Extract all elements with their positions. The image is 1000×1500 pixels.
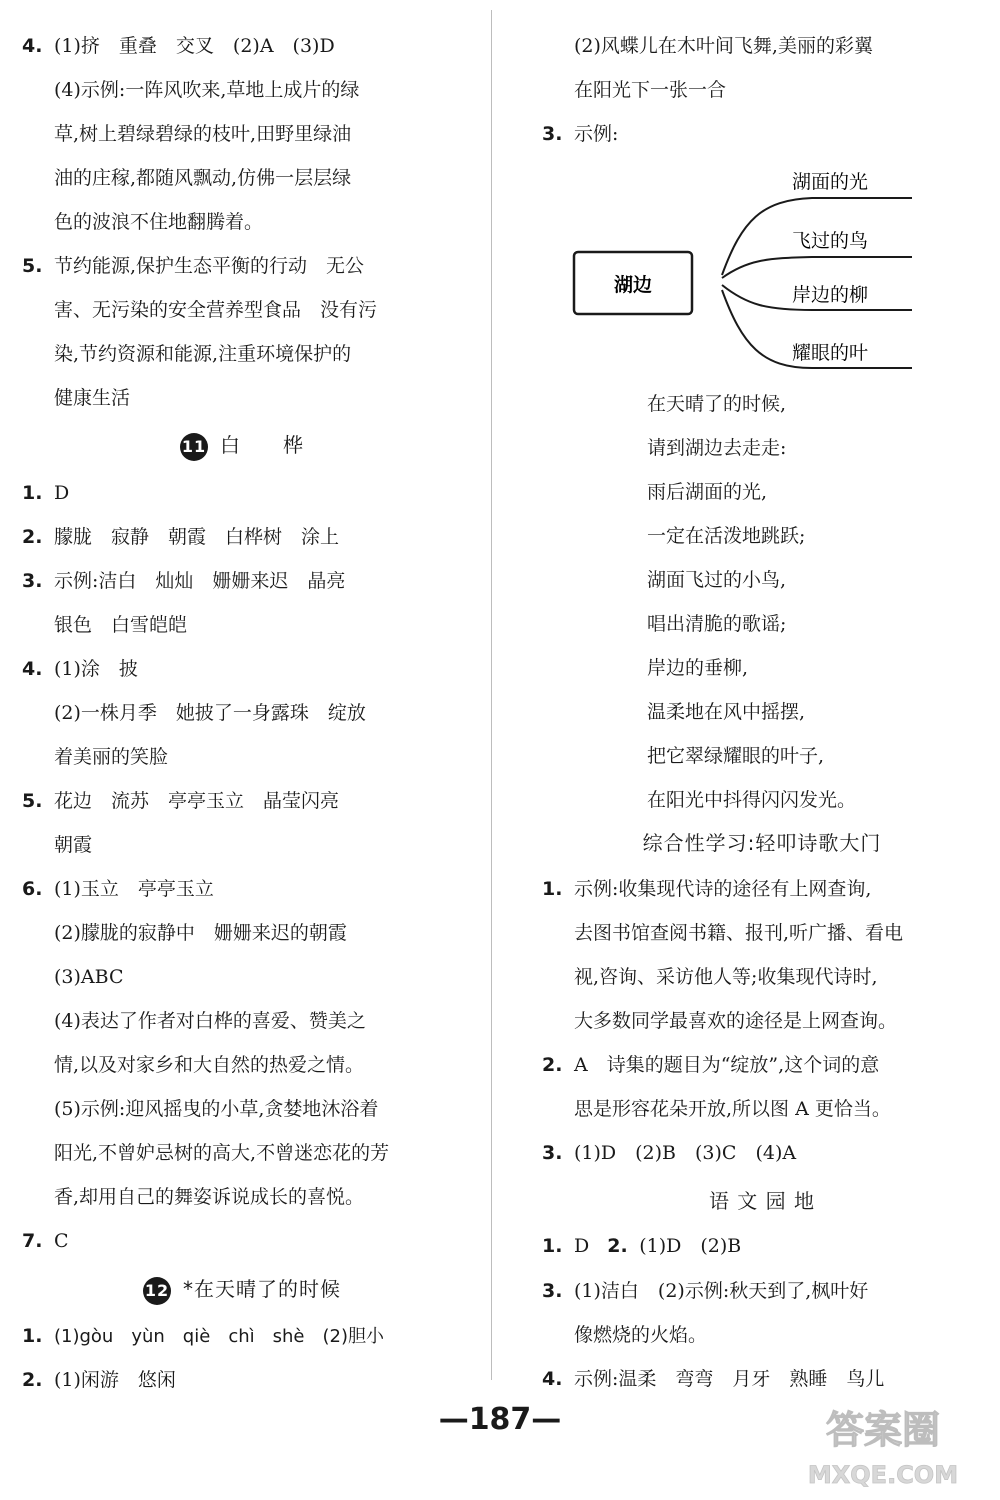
answer-line: 4. (1)涂 披 bbox=[22, 658, 138, 680]
poem-line: 唱出清脆的歌谣; bbox=[647, 613, 787, 635]
poem-line: 把它翠绿耀眼的叶子, bbox=[647, 745, 825, 767]
answer-line: 油的庄稼,都随风飘动,仿佛一层层绿 bbox=[54, 167, 352, 189]
answer-line: (4)表达了作者对白桦的喜爱、赞美之 bbox=[54, 1010, 366, 1032]
answer-line: 情,以及对家乡和大自然的热爱之情。 bbox=[54, 1054, 365, 1076]
question-number: 4. bbox=[22, 35, 43, 57]
answer-line: 害、无污染的安全营养型食品 没有污 bbox=[54, 299, 378, 321]
answer-line: (5)示例:迎风摇曳的小草,贪婪地沐浴着 bbox=[54, 1098, 379, 1120]
poem-line: 湖面飞过的小鸟, bbox=[647, 569, 787, 591]
answer-line: 3. (1)洁白 (2)示例:秋天到了,枫叶好 bbox=[542, 1280, 869, 1302]
answer-line: 1. D bbox=[22, 482, 70, 504]
answer-line: 4. 示例:温柔 弯弯 月牙 熟睡 鸟儿 bbox=[542, 1368, 885, 1390]
answer-line: 着美丽的笑脸 bbox=[54, 746, 169, 768]
poem-line: 在天晴了的时候, bbox=[647, 393, 787, 415]
answer-line: 2. A 诗集的题目为“绽放”,这个词的意 bbox=[542, 1054, 880, 1076]
answer-line: 色的波浪不住地翻腾着。 bbox=[54, 211, 264, 233]
answer-line: 1. 示例:收集现代诗的途径有上网查询, bbox=[542, 878, 872, 900]
answer-line: 6. (1)玉立 亭亭玉立 bbox=[22, 878, 214, 900]
question-number: 5. bbox=[22, 255, 43, 277]
answer-line: (3)ABC bbox=[54, 966, 124, 988]
answer-line: 染,节约资源和能源,注重环境保护的 bbox=[54, 343, 352, 365]
answer-line: 去图书馆查阅书籍、报刊,听广播、看电 bbox=[574, 922, 904, 944]
poem-line: 请到湖边去走走: bbox=[647, 437, 787, 459]
answer-line: 草,树上碧绿碧绿的枝叶,田野里绿油 bbox=[54, 123, 352, 145]
answer-line: 1. (1)gòu yùn qiè chì shè (2)胆小 bbox=[22, 1325, 384, 1347]
watermark-url: MXQE.COM bbox=[807, 1461, 959, 1489]
branch-line bbox=[722, 257, 912, 278]
answer-line: 香,却用自己的舞姿诉说成长的喜悦。 bbox=[54, 1186, 365, 1208]
watermark-text: 答案圈 bbox=[825, 1408, 941, 1452]
answer-line: 3. (1)D (2)B (3)C (4)A bbox=[542, 1142, 797, 1164]
answer-line: 视,咨询、采访他人等;收集现代诗时, bbox=[574, 966, 878, 988]
poem-line: 岸边的垂柳, bbox=[647, 657, 749, 679]
answer-line: 健康生活 bbox=[54, 387, 131, 409]
answer-line: 1. D 2. (1)D (2)B bbox=[542, 1235, 742, 1257]
garden-title: 语 文 园 地 bbox=[708, 1189, 816, 1213]
lesson-title: *在天晴了的时候 bbox=[183, 1277, 341, 1301]
page-number: —187— bbox=[438, 1402, 562, 1437]
poem-line: 雨后湖面的光, bbox=[647, 481, 768, 503]
answer-line: 4. (1)挤 重叠 交叉 (2)A (3)D bbox=[22, 31, 335, 61]
answer-line: 思是形容花朵开放,所以图 A 更恰当。 bbox=[574, 1098, 891, 1120]
answer-line: 在阳光下一张一合 bbox=[574, 79, 727, 101]
answer-line: 像燃烧的火焰。 bbox=[574, 1324, 708, 1346]
column-divider bbox=[491, 10, 492, 1380]
answer-line: 阳光,不曾妒忌树的高大,不曾迷恋花的芳 bbox=[54, 1142, 390, 1164]
lesson-11-heading bbox=[22, 428, 462, 462]
section-title: 综合性学习:轻叩诗歌大门 bbox=[642, 831, 882, 855]
answer-line: 2. 朦胧 寂静 朝霞 白桦树 涂上 bbox=[22, 526, 340, 548]
watermark-logo bbox=[775, 1395, 990, 1495]
poem-line: 一定在活泼地跳跃; bbox=[647, 525, 806, 547]
branch-label: 岸边的柳 bbox=[792, 284, 869, 306]
lesson-title: 白 桦 bbox=[220, 433, 304, 457]
center-node-label: 湖边 bbox=[613, 274, 653, 296]
answer-line: 3. 示例: bbox=[542, 123, 619, 145]
lesson-12-heading bbox=[22, 1272, 462, 1306]
branch-label: 飞过的鸟 bbox=[792, 230, 869, 252]
lesson-number-badge: 12 bbox=[143, 1277, 171, 1305]
mind-map-diagram bbox=[572, 160, 922, 380]
answer-line: 大多数同学最喜欢的途径是上网查询。 bbox=[574, 1010, 898, 1032]
branch-label: 湖面的光 bbox=[792, 171, 869, 193]
answer-line: 5. 花边 流苏 亭亭玉立 晶莹闪亮 bbox=[22, 790, 340, 812]
answer-line: 银色 白雪皑皑 bbox=[54, 614, 188, 636]
answer-line: 朝霞 bbox=[54, 834, 93, 856]
answer-line: (2)一株月季 她披了一身露珠 绽放 bbox=[54, 702, 366, 724]
answer-line: 2. (1)闲游 悠闲 bbox=[22, 1369, 176, 1391]
answer-line: (4)示例:一阵风吹来,草地上成片的绿 bbox=[54, 79, 360, 101]
answer-line: (2)风蝶儿在木叶间飞舞,美丽的彩翼 bbox=[574, 35, 873, 57]
branch-label: 耀眼的叶 bbox=[792, 342, 869, 364]
answer-line: 3. 示例:洁白 灿灿 姗姗来迟 晶亮 bbox=[22, 570, 346, 592]
answer-line: 5. 节约能源,保护生态平衡的行动 无公 bbox=[22, 251, 364, 281]
lesson-number-badge: 11 bbox=[180, 433, 208, 461]
answer-line: 7. C bbox=[22, 1230, 69, 1252]
poem-line: 在阳光中抖得闪闪发光。 bbox=[647, 789, 857, 811]
poem-line: 温柔地在风中摇摆, bbox=[647, 701, 806, 723]
answer-line: (2)朦胧的寂静中 姗姗来迟的朝霞 bbox=[54, 922, 347, 944]
